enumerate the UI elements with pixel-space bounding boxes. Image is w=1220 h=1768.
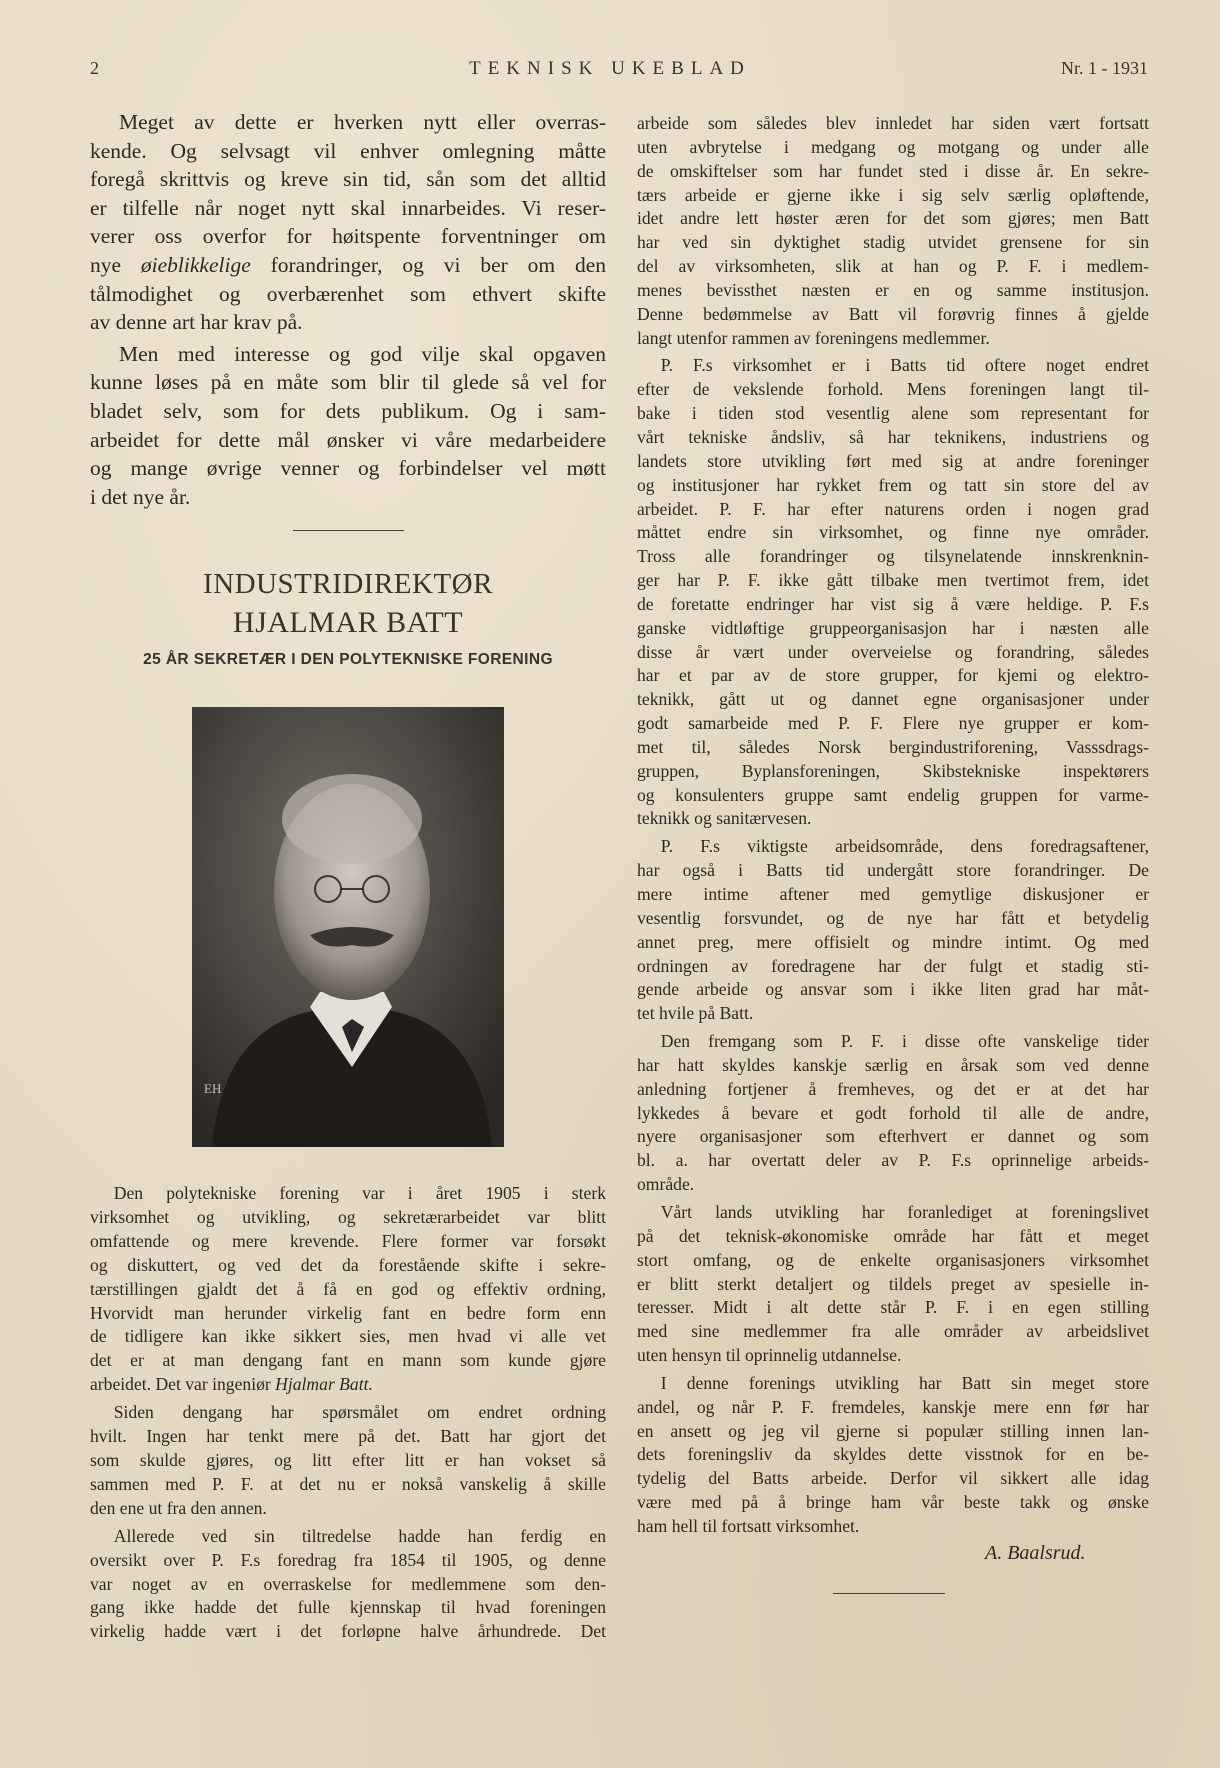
text-line: disse år vært under overveielse og forandring, således xyxy=(637,641,1149,662)
paragraph xyxy=(637,354,1149,831)
text-line: bake i tiden stod vesentlig alene som representant for xyxy=(637,403,1149,424)
text-line: har hatt skyldes kanskje særlig en årsak som ved denne xyxy=(637,1054,1149,1075)
emphasized-text: Hjalmar Batt. xyxy=(275,1374,373,1395)
text-line: arbeide som således blev innledet har siden vært fortsatt xyxy=(637,113,1149,133)
text-line: virksomhet og utvikling, og sekretærarbeidet var blitt xyxy=(90,1206,606,1227)
text-line xyxy=(90,1373,606,1397)
text-line: kunne løses på en måte som blir til glede så vel for xyxy=(90,370,606,395)
text-line: gang ikke hadde det fulle kjennskap til hvad foreningen xyxy=(90,1597,606,1618)
text-line: Meget av dette er hverken nytt eller overras- xyxy=(119,110,606,134)
text-line: lykkedes å bevare et godt forhold til alle de andre, xyxy=(637,1102,1149,1123)
text-line: vårt tekniske åndsliv, så har teknikens, industriens og xyxy=(637,426,1149,447)
photographer-monogram: EH xyxy=(204,1081,222,1096)
author-signature: A. Baalsrud. xyxy=(985,1542,1086,1564)
paragraph xyxy=(90,340,606,512)
text-line: P. F.s viktigste arbeidsområde, dens foredragsaftener, xyxy=(660,836,1149,857)
text-line: gruppen, Byplansforeningen, Skibstekniske inspektørers xyxy=(637,760,1149,781)
text-line: område. xyxy=(637,1174,695,1195)
text-line: på det teknisk-økonomiske område har fått et meget xyxy=(637,1225,1149,1246)
paragraph xyxy=(90,1525,606,1645)
text-line: være med på å bringe ham vår beste takk og ønske xyxy=(637,1492,1149,1513)
article-right-column xyxy=(637,112,1149,1543)
text-line: hvilt. Ingen har tenkt mere på det. Batt har gjort det xyxy=(90,1426,606,1447)
paragraph xyxy=(637,1201,1149,1368)
text-line: og konsulenters gruppe samt endelig gruppen for varme- xyxy=(637,784,1149,805)
text-line: efter de vekslende forhold. Mens foreningen langt til- xyxy=(637,379,1149,400)
text-line: uten hensyn til oprinnelig utdannelse. xyxy=(637,1345,902,1366)
text-line: har ved sin dyktighet stadig utvidet grensene for sin xyxy=(637,232,1149,253)
text-line: P. F.s virksomhet er i Batts tid oftere noget endret xyxy=(660,355,1149,376)
text-line: teknikk og sanitærvesen. xyxy=(637,808,812,829)
intro-text-column xyxy=(90,108,606,514)
text-line: Tross alle forandringer og tilsynelatende innskrenknin- xyxy=(637,546,1149,567)
text-line: arbeidet. P. F. har efter naturens orden i nogen grad xyxy=(637,498,1149,519)
text-line: verer oss overfor for høitspente forventninger om xyxy=(90,224,606,249)
text-line: kende. Og selvsagt vil enhver omlegning måtte xyxy=(90,138,606,163)
text-line: dets foreningsliv da skyldes dette visstnok for en be- xyxy=(637,1444,1149,1465)
text-line: I denne forenings utvikling har Batt sin meget store xyxy=(660,1372,1149,1393)
text-line: ham hell til fortsatt virksomhet. xyxy=(637,1515,860,1536)
text-line: tålmodighet og overbærenhet som ethvert skifte xyxy=(90,281,606,306)
article-title-line2: HJALMAR BATT xyxy=(232,606,464,639)
text-line: omfattende og mere krevende. Flere former var forsøkt xyxy=(90,1230,606,1251)
text-line: Den fremgang som P. F. i disse ofte vanskelige tider xyxy=(660,1031,1149,1052)
text-line: Vårt lands utvikling har foranlediget at foreningslivet xyxy=(660,1201,1149,1222)
issue-number: Nr. 1 - 1931 xyxy=(1061,58,1148,78)
text-line: landets store utvikling ført med sig at andre foreninger xyxy=(637,450,1149,471)
text-line: av denne art har krav på. xyxy=(90,310,303,335)
text-line: virkelig hadde vært i det forløpne halve århundrede. Det xyxy=(90,1621,606,1642)
text-line: en ansett og jeg vil gjerne si populær stilling innen lan- xyxy=(637,1420,1149,1441)
text-line: andel, og når P. F. fremdeles, kanskje mere enn før har xyxy=(637,1396,1149,1417)
text-line: stort omfang, og de enkelte organisasjoners virksomhet xyxy=(637,1249,1149,1270)
article-title-line1: INDUSTRIDIREKTØR xyxy=(203,568,493,600)
article-left-column xyxy=(90,1182,606,1648)
text-line: som skulde gjøres, og litt efter litt er han vokset så xyxy=(90,1449,606,1470)
text-line: måttet endre sin virksomhet, og finne nye områder. xyxy=(637,522,1149,543)
text-line: er blitt sterkt detaljert og tildels preget av spesielle in- xyxy=(637,1273,1149,1294)
text-line: teknikk, gått ut og dannet egne organisasjoner under xyxy=(637,689,1149,710)
section-divider xyxy=(293,530,404,531)
text-line: og institusjoner har rykket frem og tatt sin store del av xyxy=(637,474,1149,495)
text-line: bl. a. har overtatt deler av P. F.s oprinnelige arbeids- xyxy=(637,1150,1149,1171)
text-line: arbeidet for dette mål ønsker vi våre medarbeidere xyxy=(90,427,606,452)
text-line: Siden dengang har spørsmålet om endret ordning xyxy=(113,1402,606,1423)
paragraph xyxy=(637,1030,1149,1197)
text-line: oversikt over P. F.s foredrag fra 1854 til 1905, og denne xyxy=(90,1549,606,1570)
paragraph xyxy=(90,1401,606,1521)
text-line: foregå skrittvis og kreve sin tid, sån som det alltid xyxy=(90,167,606,192)
text-line: Allerede ved sin tiltredelse hadde han ferdig en xyxy=(113,1525,606,1546)
text-line: gende arbeide og ansvar som i ikke liten grad har måt- xyxy=(637,979,1149,1000)
text-line: ordningen av foredragene har der fulgt et stadig sti- xyxy=(637,955,1149,976)
portrait-photo xyxy=(192,707,504,1147)
paragraph xyxy=(637,835,1149,1026)
text-line: er tilfelle når noget nytt skal innarbeides. Vi reser- xyxy=(90,195,606,220)
paragraph xyxy=(90,108,606,337)
text-line: uten avbrytelse i medgang og motgang og under alle xyxy=(637,136,1149,157)
text-line: nyere organisasjoner som efterhvert er dannet og som xyxy=(637,1126,1149,1147)
text-line: ganske vidtløftige gruppeorganisasjon har i næsten alle xyxy=(637,617,1149,638)
page-number: 2 xyxy=(90,58,99,78)
text-line: bladet selv, som for dets publikum. Og i sam- xyxy=(90,398,606,423)
paragraph xyxy=(637,112,1149,350)
text-line: ger har P. F. ikke gått tilbake men tvertimot frem, idet xyxy=(637,570,1149,591)
text-line: og diskuttert, og ved det da forestående skifte i sekre- xyxy=(90,1254,606,1275)
text-line: har også i Batts tid undergått store forandringer. De xyxy=(637,860,1149,881)
text-line: vesentlig forsvundet, og de nye har fått et betydelig xyxy=(637,907,1149,928)
text-line: den ene ut fra den annen. xyxy=(90,1497,267,1518)
text-line: de foretatte endringer har vist sig å være heldige. P. F.s xyxy=(637,593,1149,614)
text-line: og mange øvrige venner og forbindelser vel møtt xyxy=(90,456,606,481)
text-line: Den polytekniske forening var i året 1905 i sterk xyxy=(113,1183,606,1203)
text-line: langt utenfor rammen av foreningens medlemmer. xyxy=(637,327,990,348)
text-line: de omskiftelser som har fundet sted i disse år. En sekre- xyxy=(637,160,1149,181)
text-segment: arbeidet. Det var ingeniør xyxy=(90,1374,276,1395)
text-line: tærstillingen gjaldt det å få en god og effektiv ordning, xyxy=(90,1278,606,1299)
text-line: mere intime aftener med gemytlige diskusjoner er xyxy=(637,884,1149,904)
text-line: med sine medlemmer fra alle områder av arbeidslivet xyxy=(637,1321,1149,1342)
text-line: tet hvile på Batt. xyxy=(637,1003,754,1024)
text-line: Hvorvidt man herunder virkelig fant en bedre form enn xyxy=(90,1302,606,1323)
text-line: har et par av de store grupper, for kjemi og elektro- xyxy=(637,665,1149,686)
text-line: met til, således Norsk bergindustriforening, Vasssdrags- xyxy=(637,736,1149,757)
text-line: Men med interesse og god vilje skal opgaven xyxy=(119,341,606,366)
paragraph xyxy=(90,1182,606,1397)
text-line: menes bevissthet næsten er en og samme institusjon. xyxy=(637,279,1149,300)
text-line: anledning fortjener å fremheves, og det er at det har xyxy=(637,1078,1149,1099)
text-line: Denne bedømmelse av Batt vil forøvrig finnes å gjelde xyxy=(637,303,1149,324)
journal-title: TEKNISK UKEBLAD xyxy=(469,58,751,79)
text-line: sammen med P. F. at det nu er nokså vanskelig å skille xyxy=(90,1473,606,1494)
text-line: idet andre lett høster æren for det som gjøres; men Batt xyxy=(637,208,1149,229)
text-line xyxy=(90,251,606,280)
text-line: tærs arbeide er gjerne ikke i sig selv særlig opløftende, xyxy=(637,184,1149,205)
text-line: teresser. Midt i alt dette står P. F. i en egen stilling xyxy=(637,1297,1149,1318)
text-line: i det nye år. xyxy=(90,484,191,509)
text-line: tydelig del Batts arbeide. Derfor vil sikkert alle idag xyxy=(637,1468,1149,1489)
article-subtitle: 25 ÅR SEKRETÆR I DEN POLYTEKNISKE FORENING xyxy=(143,651,553,668)
text-line: godt samarbeide med P. F. Flere nye grupper er kom- xyxy=(637,713,1149,734)
text-line: del av virksomheten, slik at han og P. F. i medlem- xyxy=(637,256,1149,277)
emphasized-text: øieblikkelige xyxy=(140,252,251,277)
end-divider xyxy=(833,1593,945,1594)
text-line: det er at man dengang fant en mann som kunde gjøre xyxy=(90,1350,606,1371)
text-segment: forandringer, og vi ber om den xyxy=(250,252,607,277)
text-line: var noget av en overraskelse for medlemmene som den- xyxy=(90,1573,606,1594)
text-segment: nye xyxy=(90,252,141,277)
text-line: annet preg, mere offisielt og mindre intimt. Og med xyxy=(637,931,1149,952)
paragraph xyxy=(637,1372,1149,1539)
text-line: de tidligere kan ikke sikkert sies, men hvad vi alle vet xyxy=(90,1326,606,1347)
